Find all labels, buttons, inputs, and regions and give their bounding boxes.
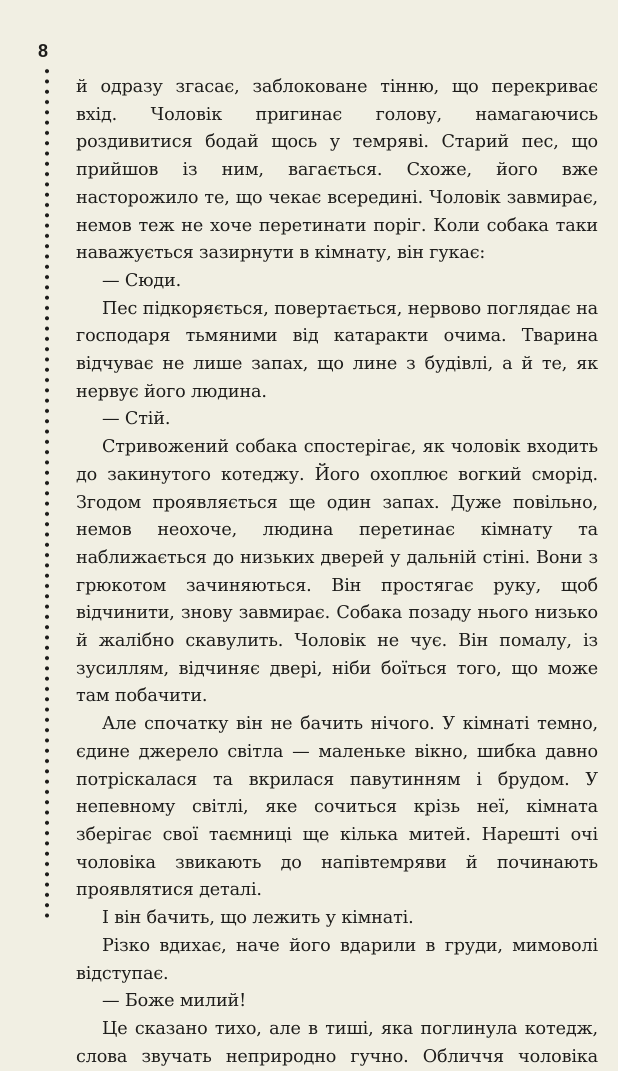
- paragraph: Це сказано тихо, але в тиші, яка поглинула котедж, слова звучать неприродно гучно. Обличчя чоловіка: [76, 1018, 598, 1067]
- page-number: 8: [38, 41, 49, 61]
- paragraph: Але спочатку він не бачить нічого. У кімнаті темно, єдине джерело світла — маленьке вікно, шибка давно потріскалася та вкрилася павутинням і брудом. У непевному світлі, яке сочиться крізь неї, кімната зберігає свої таємниці ще кілька митей. Нарешті очі чоловіка звикають до напівтемряви й починають проявлятися деталі.: [76, 714, 598, 901]
- paragraph: — Боже милий!: [102, 991, 247, 1012]
- body-text: [76, 74, 598, 1071]
- paragraph: Різко вдихає, наче його вдарили в груди, мимоволі відступає.: [76, 935, 598, 984]
- paragraph: Пес підкоряється, повертається, нервово поглядає на господаря тьмяними від катаракти очима. Тварина відчуває не лише запах, що лине з будівлі, а й те, як нервує його людина.: [76, 298, 598, 402]
- paragraph: — Сюди.: [102, 270, 182, 291]
- paragraph: й одразу згасає, заблоковане тінню, що перекриває вхід. Чоловік пригинає голову, намагаючись роздивитися бодай щось у темряві. Старий пес, що прийшов із ним, вагається. Схоже, його вже насторожило те, що чекає всередині. Чоловік завмирає, немов теж не хоче перетинати поріг. Коли собака таки наважується зазирнути в кімнату, він гукає:: [76, 77, 598, 264]
- paragraph: Стривожений собака спостерігає, як чоловік входить до закинутого котеджу. Його охоплює вогкий сморід. Згодом проявляється ще один запах. Дуже повільно, немов неохоче, людина перетинає кімнату та наближається до низьких дверей у дальній стіні. Вони з грюкотом зачиняються. Він простягає руку, щоб відчинити, знову завмирає. Собака позаду нього низько й жалібно скавулить. Чоловік не чує. Він помалу, із зусиллям, відчиняє двері, ніби боїться того, що може там побачити.: [76, 437, 598, 707]
- paragraph: — Стій.: [102, 409, 171, 430]
- dotted-margin-rule: [44, 66, 50, 918]
- paragraph: І він бачить, що лежить у кімнаті.: [102, 908, 414, 929]
